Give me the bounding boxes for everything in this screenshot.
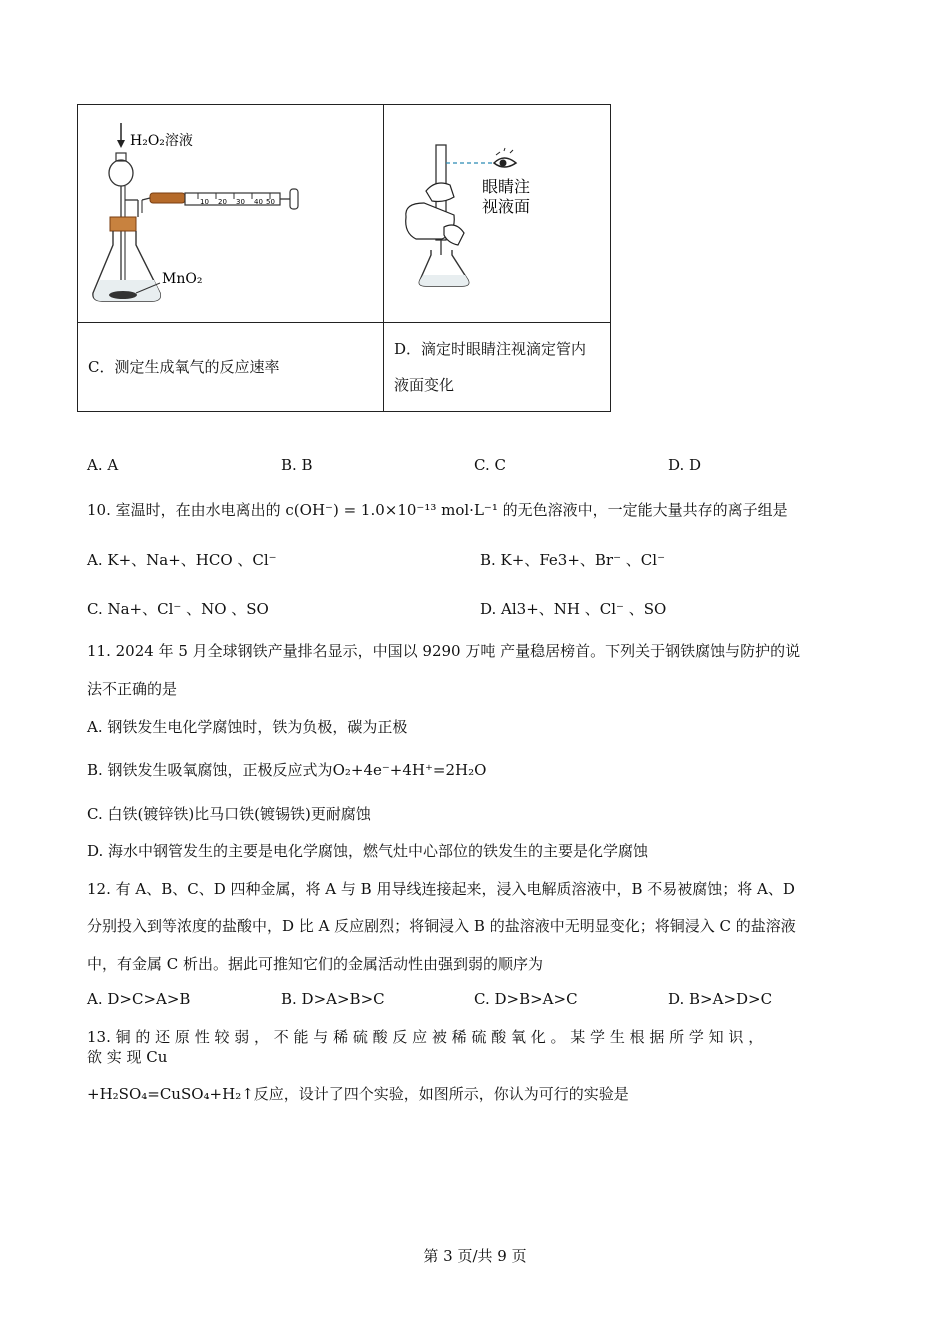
q10-formula: c(OH⁻) = 1.0×10⁻¹³ mol·L⁻¹	[285, 501, 498, 519]
q12-stem-line2: 分别投入到等浓度的盐酸中，D 比 A 反应剧烈；将铜浸入 B 的盐溶液中无明显变化；将铜浸入 C 的盐溶液	[87, 917, 796, 935]
q10-prefix: 10. 室温时，在由水电离出的	[87, 501, 281, 519]
figure-d-titration	[384, 105, 610, 318]
q9-option-b: B. B	[281, 456, 313, 474]
q13-stem-line1: 13. 铜 的 还 原 性 较 弱 ， 不 能 与 稀 硫 酸 反 应 被 稀 硫 酸 氧 化 。 某 学 生 根 据 所 学 知 识 ，	[87, 1028, 764, 1046]
q11-option-a: A. 钢铁发生电化学腐蚀时，铁为负极，碳为正极	[87, 718, 408, 736]
q12-option-b: B. D>A>B>C	[281, 990, 385, 1008]
option-d-caption	[384, 323, 611, 412]
figure-c-cell	[78, 105, 384, 323]
syringe-tick-20: 20	[218, 198, 227, 206]
q13-stem-line3: +H₂SO₄=CuSO₄+H₂↑反应，设计了四个实验，如图所示，你认为可行的实验是	[87, 1085, 629, 1103]
figure-d-cell	[384, 105, 611, 323]
q11-option-d: D. 海水中钢管发生的主要是电化学腐蚀，燃气灶中心部位的铁发生的主要是化学腐蚀	[87, 842, 649, 860]
syringe-tick-50: 50	[266, 198, 275, 206]
h2o2-label: H₂O₂溶液	[130, 133, 193, 149]
q12-option-a: A. D>C>A>B	[87, 990, 191, 1008]
eye-label-line2: 视液面	[482, 197, 531, 216]
q9-option-c: C. C	[474, 456, 506, 474]
q10-stem	[87, 499, 788, 520]
syringe-tick-30: 30	[236, 198, 245, 206]
q12-option-c: C. D>B>A>C	[474, 990, 578, 1008]
q13-stem-line2: 欲 实 现 Cu	[87, 1048, 168, 1066]
q9-option-a: A. A	[87, 456, 119, 474]
eye-label-line1: 眼睛注	[482, 177, 531, 196]
page-number: 第 3 页/共 9 页	[423, 1247, 527, 1265]
option-c-caption	[78, 323, 384, 412]
q11-option-b-formula: O₂+4e⁻+4H⁺=2H₂O	[332, 761, 487, 779]
syringe-tick-10: 10	[200, 198, 209, 206]
q12-option-d: D. B>A>D>C	[668, 990, 773, 1008]
q11-option-b	[87, 759, 486, 780]
option-d-text-line2: 液面变化	[394, 376, 455, 394]
q11-option-b-text: B. 钢铁发生吸氧腐蚀，正极反应式为	[87, 761, 333, 779]
q11-option-c: C. 白铁(镀锌铁)比马口铁(镀锡铁)更耐腐蚀	[87, 805, 371, 823]
q11-stem-line1: 11. 2024 年 5 月全球钢铁产量排名显示，中国以 9290 万吨 产量稳居榜首。下列关于钢铁腐蚀与防护的说	[87, 642, 801, 660]
eye-icon	[494, 148, 516, 167]
q10-option-d: D. Al3+、NH 、Cl⁻ 、SO	[480, 600, 667, 618]
q10-option-a: A. K+、Na+、HCO 、Cl⁻	[87, 551, 277, 569]
q12-stem-line3: 中，有金属 C 析出。据此可推知它们的金属活动性由强到弱的顺序为	[87, 955, 544, 973]
q10-suffix: 的无色溶液中，一定能大量共存的离子组是	[502, 501, 788, 519]
q9-option-d: D. D	[668, 456, 702, 474]
syringe-tick-40: 40	[254, 198, 263, 206]
option-c-text: C．测定生成氧气的反应速率	[88, 358, 280, 376]
q11-stem-line2: 法不正确的是	[87, 680, 178, 698]
figure-c-apparatus	[78, 105, 383, 318]
option-d-text-line1: D．滴定时眼睛注视滴定管内	[394, 340, 587, 358]
hand-icon	[406, 183, 464, 245]
q10-option-b: B. K+、Fe3+、Br⁻ 、Cl⁻	[480, 551, 665, 569]
q9-table	[77, 104, 611, 412]
mno2-label: MnO₂	[162, 271, 203, 287]
q10-option-c: C. Na+、Cl⁻ 、NO 、SO	[87, 600, 269, 618]
q12-stem-line1: 12. 有 A、B、C、D 四种金属，将 A 与 B 用导线连接起来，浸入电解质溶液中，B 不易被腐蚀；将 A、D	[87, 880, 795, 898]
